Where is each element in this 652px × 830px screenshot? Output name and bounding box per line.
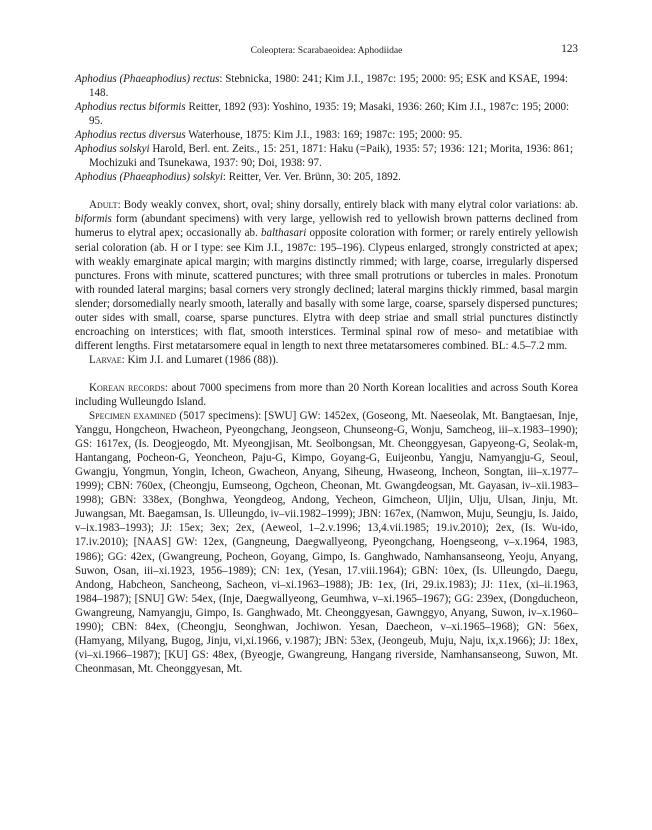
- section-heading-korean-records: Korean records:: [89, 381, 168, 394]
- section-heading-specimens: Specimen examined: [89, 410, 177, 423]
- taxon-name: Aphodius solskyi: [75, 143, 150, 156]
- running-title: Coleoptera: Scarabaeoidea: Aphodiidae: [250, 45, 403, 56]
- taxon-name: Aphodius (Phaeaphodius) solskyi: [75, 171, 223, 184]
- larvae-description: Larvae: Kim J.I. and Lumaret (1986 (88)).: [89, 353, 279, 366]
- synonymy-entry: [75, 170, 578, 184]
- adult-description: Adult: Body weakly convex, short, oval; shiny dorsally, entirely black with many elytral color variations: ab. biformis form (abundant specimens) with very large, yellowish red to yellowish brown patterns declined from humerus to elytral apex; occasionally ab. balthasari opposite coloration with former; or rarely entirely yellowish serial coloration (ab. H or I type: see Kim J.I., 1987c: 195–196). Clypeus enlarged, strongly constricted at apex; with weakly emarginate apical margin; with margins distinctly rimmed; with large, coarse, irregularly dispersed punctures. Frons with minute, scattered punctures; with three small protrutions or tubercles in males. Pronotum with rounded lateral margins; basal corners very strongly declined; lateral margins thickly rimmed, basal margin slender; dorsomedially nearly smooth, laterally and basally with some large, coarse, sparsely dispersed punctures; outer sides with small, coarse, sparse punctures. Elytra with deep striae and small strial punctures distinctly encroaching on interstices; with flat, smooth interstices. Terminal spinal row of meso- and metatibiae with different lengths. First metatarsomere equal in length to next three metatarsomeres combined. BL: 4.5–7.2 mm.: [75, 199, 579, 352]
- synonymy-entry: [75, 100, 578, 128]
- synonymy-entry: [75, 72, 578, 100]
- running-header: [75, 44, 578, 60]
- citation: : Stebnicka, 1980: 241; Kim J.I., 1987c: 195; 2000: 95; ESK and KSAE, 1994: 148.: [89, 73, 568, 100]
- korean-records: Korean records: about 7000 specimens from more than 20 North Korean localities and across South Korea including Wulleungdo Island.: [75, 381, 578, 408]
- taxon-name: Aphodius rectus diversus: [75, 129, 186, 142]
- citation: Waterhouse, 1875: Kim J.I., 1983: 169; 1987c: 195; 2000: 95.: [185, 129, 463, 142]
- citation: : Reitter, Ver. Ver. Brünn, 30: 205, 1892.: [222, 171, 401, 184]
- page-body: [75, 72, 578, 676]
- taxon-name: Aphodius (Phaeaphodius) rectus: [75, 73, 220, 85]
- synonymy-list: [75, 72, 578, 184]
- page-number: 123: [561, 43, 578, 55]
- synonymy-entry: [75, 128, 578, 142]
- citation: Harold, Berl. ent. Zeits., 15: 251, 1871: Haku (=Paik), 1935: 57; 1936: 121; Morita, 1936: 861; Mochizuki and Tsunekawa, 1937: 90; Doi, 1938: 97.: [89, 143, 574, 170]
- section-heading-larvae: Larvae:: [89, 353, 125, 366]
- section-heading-adult: Adult:: [89, 199, 121, 212]
- specimens-examined: Specimen examined (5017 specimens): [SWU] GW: 1452ex, (Goseong, Mt. Naeseolak, Mt. Bangtaesan, Inje, Yanggu, Hongcheon, Hwacheon, Pyeongchang, Jeongseon, Chunseong-G, Wonju, Samcheog, iii–x.1983–1990); GS: 1617ex, (Is. Deogjeogdo, Mt. Myeongjisan, Mt. Seolbongsan, Mt. Cheonggyesan, Gapyeong-G, Seolak-m, Hantangang, Pocheon-G, Yeoncheon, Paju-G, Kimpo, Goyang-G, Euijeonbu, Yangju, Namyangju-G, Seoul, Gwangju, Yongmun, Yongin, Icheon, Gwacheon, Anyang, Siheung, Hwaseong, Incheon, Songtan, iii–x.1977–1999); CBN: 760ex, (Cheongju, Eumseong, Ogcheon, Cheonan, Mt. Gwangdeogsan, Mt. Gayasan, iv–xii.1983–1998); GBN: 338ex, (Bonghwa, Yeongdeog, Andong, Yecheon, Gimcheon, Uljin, Ulju, Ulsan, Jinju, Mt. Juwangsan, Mt. Baegamsan, Is. Ulleungdo, iv–vii.1982–1999); JBN: 167ex, (Namwon, Muju, Seungju, Is. Jaido, v–ix.1983–1993); JJ: 15ex; 3ex; 2ex, (Aeweol, 1–2.v.1996; 13,4.vii.1985; 19.iv.2010); 2ex, (Is. Wu-ido, 17.iv.2010); [NAAS] GW: 12ex, (Gangneung, Daegwallyeong, Pyeongchang, Hoengseong, v–x.1964, 1983, 1986); GG: 42ex, (Gwangreung, Pocheon, Goyang, Gimpo, Is. Ganghwado, Namhansanseong, Yeoju, Anyang, Suwon, Osan, iii–xi.1923, 1956–1989); CN: 1ex, (Yesan, 17.viii.1964); GBN: 10ex, (Is. Ulleungdo, Daegu, Andong, Habcheon, Sancheong, Sacheon, vi–xi.1963–1988); JB: 1ex, (Iri, 29.ix.1983); JJ: 11ex, (xi–ii.1963, 1984–1987); [SNU] GW: 54ex, (Inje, Daegwallyeong, Geumhwa, v–xi.1965–1967); GG: 239ex, (Dongducheon, Gwangreung, Namyangju, Gimpo, Is. Ganghwado, Mt. Cheonggyesan, Gawnggyo, Anyang, Suwon, iv–x.1960–1990); CBN: 84ex, (Cheongju, Seonghwan, Jochiwon. Yesan, Daecheon, v–xi.1965–1968); GN: 56ex, (Hamyang, Milyang, Bugog, Jinju, vi,xi.1966, v.1987); JBN: 53ex, (Jeongeub, Muju, Naju, ix,x.1966); JJ: 18ex, (vi–xi.1966–1987); [KU] GS: 48ex, (Byeogje, Gwangreung, Hangang riverside, Namhansanseong, Suwon, Mt. Cheonmasan, Mt. Cheonggyesan, Mt.: [75, 410, 578, 675]
- citation: Reitter, 1892 (93): Yoshino, 1935: 19; Masaki, 1936: 260; Kim J.I., 1987c: 195; 2000: 95.: [89, 101, 570, 128]
- synonymy-entry: [75, 142, 578, 170]
- taxon-name: Aphodius rectus biformis: [75, 101, 186, 114]
